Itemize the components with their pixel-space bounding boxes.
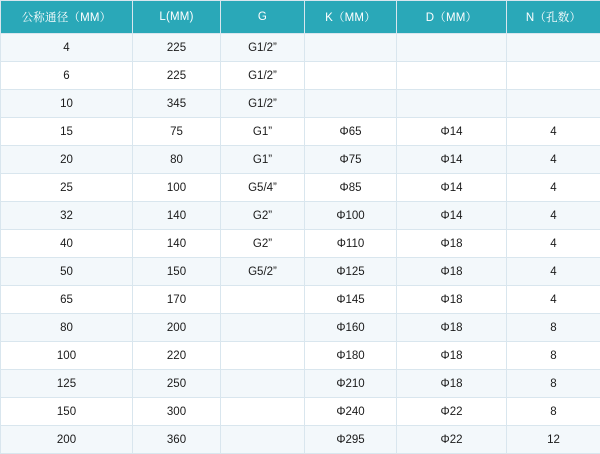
table-cell: [305, 34, 397, 62]
table-cell: [221, 370, 305, 398]
table-cell: 75: [133, 118, 221, 146]
table-cell: 80: [1, 314, 133, 342]
table-row: [1, 90, 600, 118]
table-cell: Φ125: [305, 258, 397, 286]
table-cell: Φ110: [305, 230, 397, 258]
table-cell: Φ100: [305, 202, 397, 230]
table-cell: 8: [507, 314, 600, 342]
table-row: [1, 426, 600, 454]
table-cell: 345: [133, 90, 221, 118]
table-cell: 10: [1, 90, 133, 118]
table-cell: 4: [507, 174, 600, 202]
table-cell: 170: [133, 286, 221, 314]
table-cell: Φ14: [397, 146, 507, 174]
column-header-l: L(MM): [133, 1, 221, 34]
table-row: [1, 118, 600, 146]
table-cell: Φ18: [397, 370, 507, 398]
table-cell: [397, 34, 507, 62]
table-cell: 200: [1, 426, 133, 454]
table-cell: G2”: [221, 230, 305, 258]
table-cell: G5/2”: [221, 258, 305, 286]
table-cell: 4: [507, 258, 600, 286]
column-header-d: D（MM）: [397, 1, 507, 34]
table-cell: 4: [507, 230, 600, 258]
table-cell: [221, 314, 305, 342]
column-header-k: K（MM）: [305, 1, 397, 34]
column-header-n: N（孔数）: [507, 1, 600, 34]
table-cell: 80: [133, 146, 221, 174]
table-row: [1, 370, 600, 398]
table-cell: 8: [507, 370, 600, 398]
table-header: [1, 1, 600, 34]
table-cell: 300: [133, 398, 221, 426]
column-header-nominal-diameter: 公称通径（MM）: [1, 1, 133, 34]
table-cell: Φ14: [397, 174, 507, 202]
table-cell: Φ295: [305, 426, 397, 454]
table-cell: Φ22: [397, 426, 507, 454]
table-cell: 50: [1, 258, 133, 286]
table-cell: G1/2”: [221, 34, 305, 62]
table-cell: Φ18: [397, 258, 507, 286]
table-cell: 220: [133, 342, 221, 370]
table-row: [1, 202, 600, 230]
table-cell: G5/4”: [221, 174, 305, 202]
table-cell: Φ240: [305, 398, 397, 426]
table-cell: Φ145: [305, 286, 397, 314]
table-cell: Φ14: [397, 202, 507, 230]
table-cell: Φ180: [305, 342, 397, 370]
table-cell: 225: [133, 62, 221, 90]
table-cell: 140: [133, 230, 221, 258]
table-cell: 40: [1, 230, 133, 258]
table-cell: 100: [133, 174, 221, 202]
table-row: [1, 314, 600, 342]
table-cell: Φ160: [305, 314, 397, 342]
table-cell: 150: [133, 258, 221, 286]
table-row: [1, 258, 600, 286]
table-cell: G1”: [221, 146, 305, 174]
table-row: [1, 286, 600, 314]
table-cell: Φ210: [305, 370, 397, 398]
table-cell: 360: [133, 426, 221, 454]
table-cell: [507, 62, 600, 90]
table-cell: 25: [1, 174, 133, 202]
table-cell: [221, 286, 305, 314]
table-cell: 225: [133, 34, 221, 62]
table-cell: Φ22: [397, 398, 507, 426]
table-cell: 4: [1, 34, 133, 62]
table-cell: [221, 426, 305, 454]
table-cell: 140: [133, 202, 221, 230]
table-cell: G1/2”: [221, 62, 305, 90]
table-row: [1, 62, 600, 90]
table-cell: 150: [1, 398, 133, 426]
table-cell: Φ18: [397, 314, 507, 342]
header-row: [1, 1, 600, 34]
table-cell: [397, 90, 507, 118]
table-cell: 6: [1, 62, 133, 90]
table-cell: 65: [1, 286, 133, 314]
table-cell: [221, 342, 305, 370]
table-cell: G1”: [221, 118, 305, 146]
table-cell: 8: [507, 398, 600, 426]
table-cell: G2”: [221, 202, 305, 230]
table-cell: 20: [1, 146, 133, 174]
table-cell: 8: [507, 342, 600, 370]
table-cell: Φ18: [397, 230, 507, 258]
table-cell: 200: [133, 314, 221, 342]
table-cell: Φ18: [397, 286, 507, 314]
column-header-g: G: [221, 1, 305, 34]
table-row: [1, 146, 600, 174]
table-cell: [305, 62, 397, 90]
table-row: [1, 230, 600, 258]
table-cell: [507, 34, 600, 62]
table-cell: 4: [507, 202, 600, 230]
table-cell: 100: [1, 342, 133, 370]
table-cell: 4: [507, 118, 600, 146]
table-row: [1, 174, 600, 202]
table-cell: Φ85: [305, 174, 397, 202]
table-cell: 15: [1, 118, 133, 146]
table-cell: 4: [507, 146, 600, 174]
table-cell: 250: [133, 370, 221, 398]
table-cell: Φ18: [397, 342, 507, 370]
table-cell: 32: [1, 202, 133, 230]
table-cell: [305, 90, 397, 118]
table-row: [1, 34, 600, 62]
table-cell: [507, 90, 600, 118]
table-cell: Φ65: [305, 118, 397, 146]
table-cell: Φ14: [397, 118, 507, 146]
table-row: [1, 342, 600, 370]
table-cell: G1/2”: [221, 90, 305, 118]
table-cell: Φ75: [305, 146, 397, 174]
table-cell: [397, 62, 507, 90]
table-cell: 125: [1, 370, 133, 398]
table-cell: [221, 398, 305, 426]
table-body: [1, 34, 600, 454]
table-row: [1, 398, 600, 426]
table-cell: 12: [507, 426, 600, 454]
table-cell: 4: [507, 286, 600, 314]
